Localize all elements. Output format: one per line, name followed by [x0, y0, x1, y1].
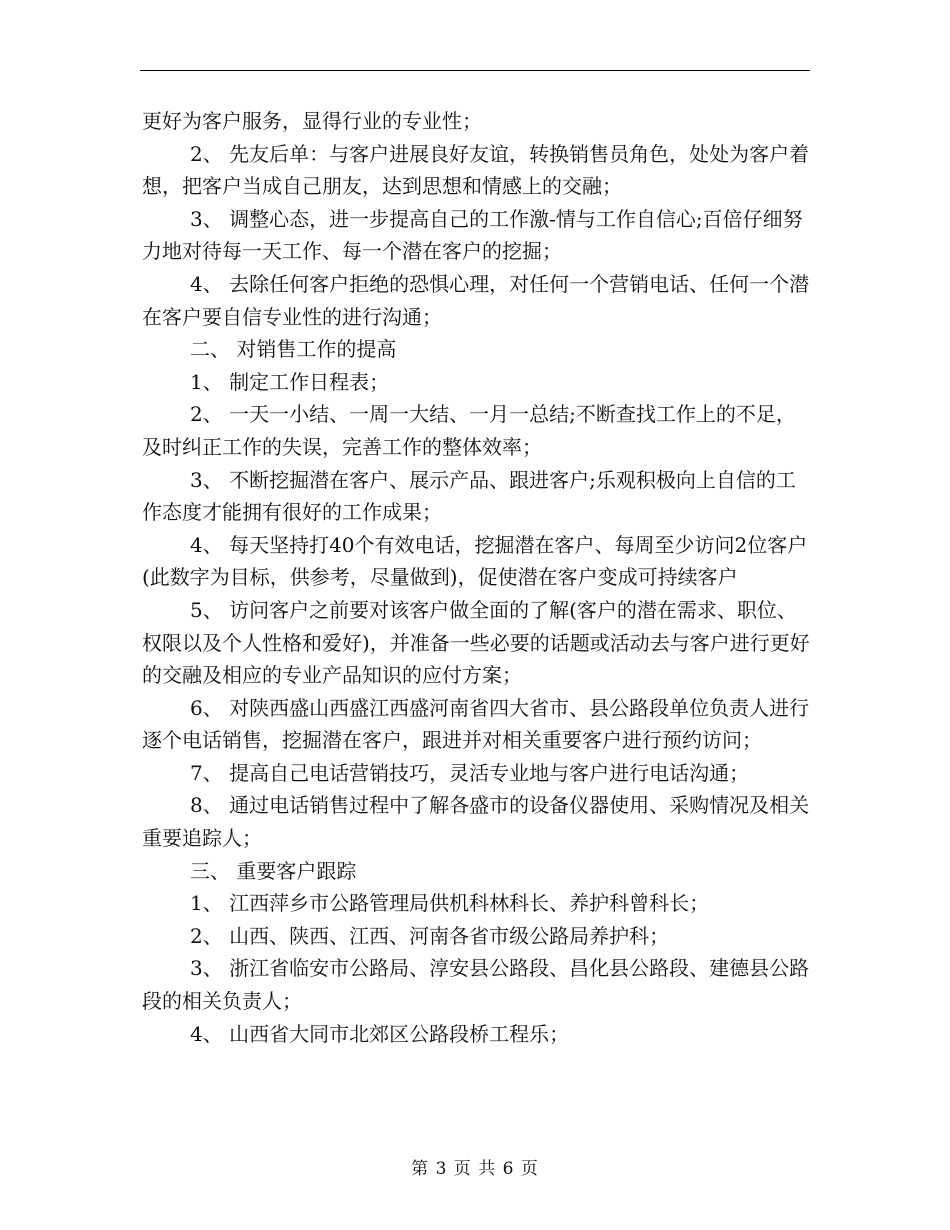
section-heading: 三、 重要客户跟踪 [190, 858, 357, 883]
header-rule [140, 70, 810, 71]
paragraph: 2、 一天一小结、一周一大结、一月一总结;不断查找工作上的不足，及时纠正工作的失误，完善工作的整体效率； [142, 402, 796, 459]
paragraph: 1、 制定工作日程表； [190, 369, 390, 394]
paragraph: 1、 江西萍乡市公路管理局供机科林科长、养护科曾科长； [190, 891, 710, 916]
paragraph: 3、 浙江省临安市公路局、淳安县公路段、昌化县公路段、建德县公路段的相关负责人； [142, 956, 810, 1014]
section-heading: 二、 对销售工作的提高 [190, 337, 397, 362]
paragraph: 3、 调整心态，进一步提高自己的工作激-情与工作自信心;百倍仔细努力地对待每一天工作、每一个潜在客户的挖掘； [142, 206, 803, 264]
paragraph: 4、 山西省大同市北郊区公路段桥工程乐； [190, 1021, 570, 1046]
page-number: 第 3 页 共 6 页 [411, 1159, 539, 1179]
paragraph: 7、 提高自己电话营销技巧，灵活专业地与客户进行电话沟通； [190, 760, 750, 785]
paragraph: 更好为客户服务，显得行业的专业性； [142, 109, 482, 133]
document-body [142, 105, 810, 1050]
paragraph: 5、 访问客户之前要对该客户做全面的了解(客户的潜在需求、职位、权限以及个人性格和爱好)，并准备一些必要的话题或活动去与客户进行更好的交融及相应的专业产品知识的应付方案； [142, 597, 810, 688]
paragraph: 4、 每天坚持打40个有效电话，挖掘潜在客户、每周至少访问2位客户(此数字为目标，供参考，尽量做到)，促使潜在客户变成可持续客户 [142, 532, 808, 590]
paragraph: 4、 去除任何客户拒绝的恐惧心理，对任何一个营销电话、任何一个潜在客户要自信专业性的进行沟通； [142, 271, 810, 329]
paragraph: 3、 不断挖掘潜在客户、展示产品、跟进客户;乐观积极向上自信的工作态度才能拥有很好的工作成果； [142, 467, 796, 525]
paragraph: 2、 山西、陕西、江西、河南各省市级公路局养护科； [190, 923, 670, 948]
paragraph: 2、 先友后单：与客户进展良好友谊，转换销售员角色，处处为客户着想，把客户当成自己朋友，达到思想和情感上的交融； [142, 141, 810, 199]
paragraph: 8、 通过电话销售过程中了解各盛市的设备仪器使用、采购情况及相关重要追踪人； [142, 793, 810, 851]
paragraph: 6、 对陕西盛山西盛江西盛河南省四大省市、县公路段单位负责人进行逐个电话销售，挖掘潜在客户，跟进并对相关重要客户进行预约访问； [142, 695, 810, 753]
